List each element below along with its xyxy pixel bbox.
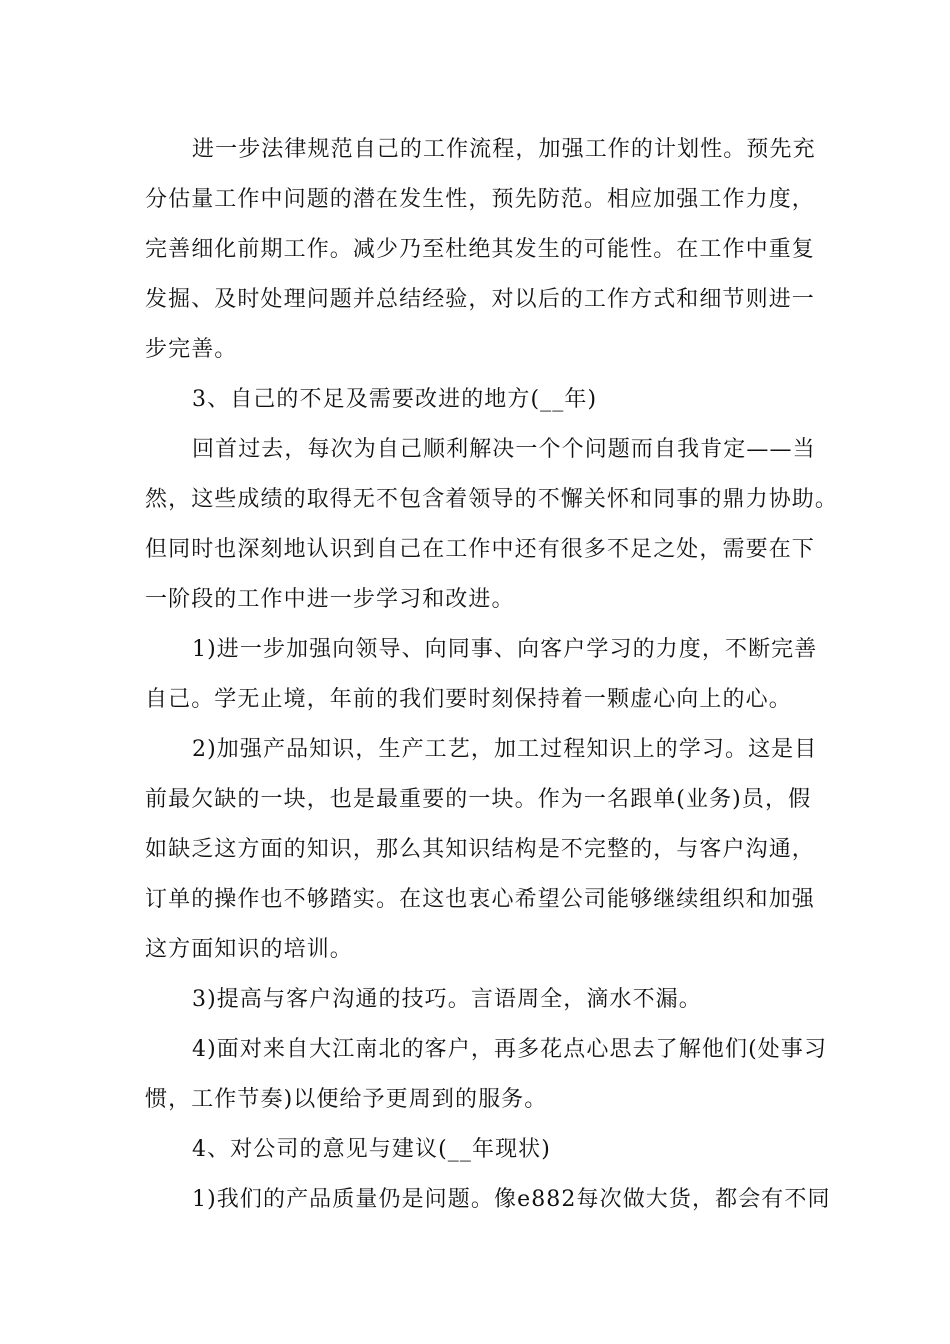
text-line: 进一步法律规范自己的工作流程，加强工作的计划性。预先充 [192, 137, 816, 162]
list-item: 1)进一步加强向领导、向同事、向客户学习的力度，不断完善 [192, 637, 818, 662]
text-line: 然，这些成绩的取得无不包含着领导的不懈关怀和同事的鼎力协助。 [145, 487, 839, 512]
text-line: 发掘、及时处理问题并总结经验，对以后的工作方式和细节则进一 [145, 287, 815, 312]
list-item: 3)提高与客户沟通的技巧。言语周全，滴水不漏。 [192, 987, 702, 1012]
text-line: 步完善。 [145, 337, 238, 362]
text-line: 但同时也深刻地认识到自己在工作中还有很多不足之处，需要在下 [145, 537, 815, 562]
text-line: 分估量工作中问题的潜在发生性，预先防范。相应加强工作力度， [145, 187, 815, 212]
text-line: 回首过去，每次为自己顺利解决一个个问题而自我肯定——当 [192, 437, 816, 462]
text-line: 惯，工作节奏)以便给予更周到的服务。 [145, 1087, 548, 1112]
text-line: 自己。学无止境，年前的我们要时刻保持着一颗虚心向上的心。 [145, 687, 792, 712]
list-item: 2)加强产品知识，生产工艺，加工过程知识上的学习。这是目 [192, 737, 818, 762]
list-item: 4)面对来自大江南北的客户，再多花点心思去了解他们(处事习 [192, 1037, 828, 1062]
text-line: 完善细化前期工作。减少乃至杜绝其发生的可能性。在工作中重复 [145, 237, 815, 262]
text-line: 一阶段的工作中进一步学习和改进。 [145, 587, 515, 612]
list-item: 1)我们的产品质量仍是问题。像e882每次做大货，都会有不同 [192, 1187, 831, 1212]
text-line: 这方面知识的培训。 [145, 937, 353, 962]
text-line: 订单的操作也不够踏实。在这也衷心希望公司能够继续组织和加强 [145, 887, 815, 912]
text-line: 如缺乏这方面的知识，那么其知识结构是不完整的，与客户沟通， [145, 837, 815, 862]
section-heading: 3、自己的不足及需要改进的地方(__年) [192, 387, 598, 412]
text-line: 前最欠缺的一块，也是最重要的一块。作为一名跟单(业务)员，假 [145, 787, 812, 812]
section-heading: 4、对公司的意见与建议(__年现状) [192, 1137, 551, 1162]
